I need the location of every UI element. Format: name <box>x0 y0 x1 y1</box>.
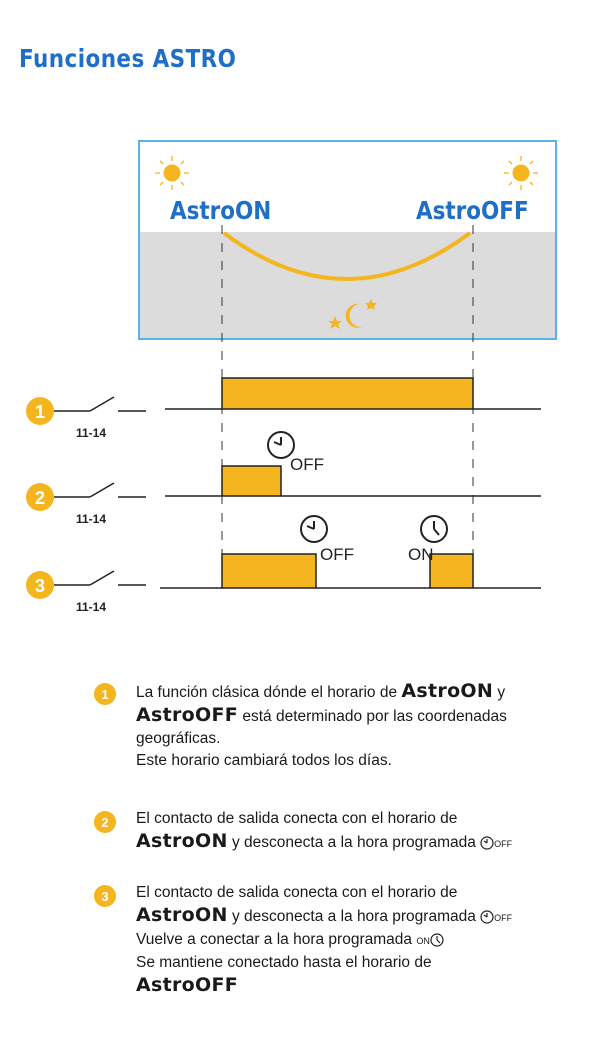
desc2-astro-on: AstroON <box>136 830 228 852</box>
contact-label-3: 11-14 <box>76 600 107 614</box>
desc1-astro-on: AstroON <box>401 680 494 702</box>
on-pulse-1 <box>222 378 473 409</box>
on-label-row3: ON <box>408 545 434 564</box>
row-number-3: 3 <box>34 576 46 596</box>
desc3-on: ON <box>416 936 430 946</box>
astro-on-label: AstroON <box>170 196 272 226</box>
night-area <box>140 232 555 338</box>
row-number-2: 2 <box>34 488 46 508</box>
off-label-row3: OFF <box>320 545 354 564</box>
contact-label-1: 11-14 <box>76 426 107 440</box>
timeline-row-1 <box>26 378 541 440</box>
desc-number-1: 1 <box>101 687 109 702</box>
row-number-1: 1 <box>34 402 46 422</box>
page-title: Funciones ASTRO <box>19 44 237 73</box>
contact-label-2: 11-14 <box>76 512 107 526</box>
desc-badge-1 <box>93 682 117 706</box>
astro-off-label: AstroOFF <box>415 196 529 226</box>
desc-badge-2 <box>93 810 117 834</box>
description-1 <box>136 680 556 772</box>
desc-number-2: 2 <box>101 815 109 830</box>
on-pulse-2 <box>222 466 281 496</box>
desc1-text-3: Este horario cambiará todos los días. <box>136 752 392 769</box>
clock-icon <box>430 933 444 947</box>
desc3-text-2: y desconecta a la hora programada <box>232 908 476 925</box>
desc1-text-2: está determinado por las coordenadas geográficas. <box>136 708 507 747</box>
desc1-and: y <box>497 684 506 701</box>
timeline-row-2 <box>26 432 541 526</box>
desc-badge-3 <box>93 884 117 908</box>
desc1-text: La función clásica dónde el horario de <box>136 684 398 701</box>
desc3-text: El contacto de salida conecta con el horario de <box>136 884 458 901</box>
desc2-off: OFF <box>494 839 513 849</box>
on-pulse-3b <box>430 554 473 588</box>
clock-icon <box>480 910 494 924</box>
desc2-text: El contacto de salida conecta con el horario de <box>136 810 458 827</box>
desc3-astro-on: AstroON <box>136 904 228 926</box>
desc1-astro-off: AstroOFF <box>136 704 239 726</box>
desc-number-3: 3 <box>101 889 109 904</box>
description-3 <box>136 882 556 998</box>
desc3-text-3: Vuelve a conectar a la hora programada <box>136 931 413 948</box>
clock-icon <box>480 836 494 850</box>
desc2-text-2: y desconecta a la hora programada <box>232 834 476 851</box>
on-pulse-3a <box>222 554 316 588</box>
description-2 <box>136 808 556 855</box>
desc3-astro-off: AstroOFF <box>136 974 239 996</box>
desc3-off: OFF <box>494 913 513 923</box>
clock-icon <box>421 516 447 542</box>
timeline-row-3 <box>26 516 541 614</box>
off-label-row2: OFF <box>290 455 324 474</box>
desc3-text-4: Se mantiene conectado hasta el horario de <box>136 954 432 971</box>
clock-icon <box>301 516 327 542</box>
